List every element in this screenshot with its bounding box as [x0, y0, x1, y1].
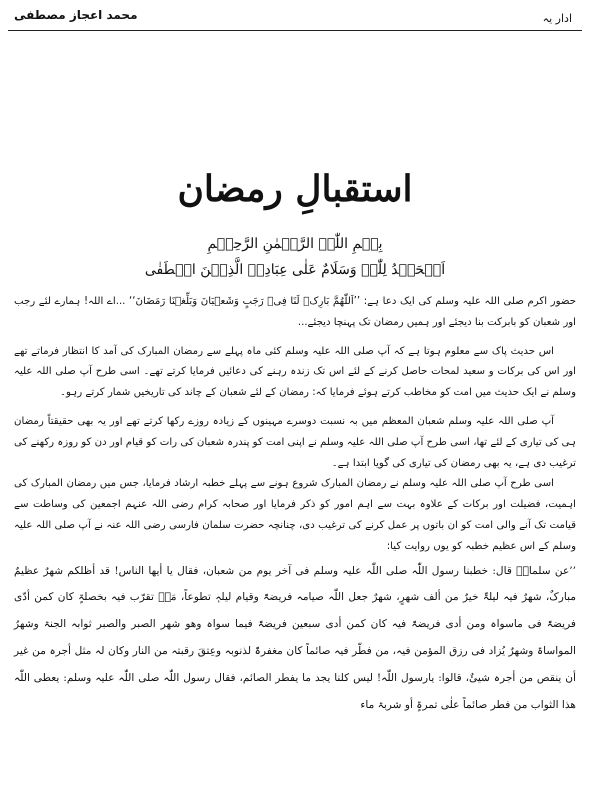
hadith-quote: ’’عن سلمانؓ قال: خطبنا رسول اللّٰہ صلی اللّٰہ علیہ وسلم فی آخر یوم من شعبان، فقال یا أیھا الناس! قد أظلکم شھرٌ عظیمٌ مبارکٌ، شھرٌ فیہ لیلۃٌ خیرٌ من ألف شھرٍ، شھرٌ جعل اللّٰہ صیامہ فریضۃً وقیام لیلہٖ تطوعاً، مَنۡ تقرّب فیہ بخصلۃٍ کان کمن أدّی فریضۃً فی ماسواہ ومن أدی فریضۃً فیہ کان کمن أدی سبعین فریضۃً فیما سواہ وھو شھر الصبر والصبر ثوابہ الجنۃ وشھرُ المواساۃ وشھرٌ یُزاد فی رزق المؤمن فیہ، من فطّر فیہ صائماً کان مغفرۃً لذنوبہ وعِتقَ رقبتہ من النار وکان لہ مثل أجرہ من غیر أن ینقص من أجرہ شیئٌ، قالوا: یارسول اللّٰہ! لیس کلنا یجد ما یفطر الصائم، فقال رسول اللّٰہ صلی اللّٰہ علیہ وسلم: یعطی اللّٰہ ھذا الثواب من فطر صائماً علٰی تمرۃٍ أو شربۃ ماء	[14, 564, 576, 711]
alhamd-line: اَلۡحَمۡدُ لِلّٰہِ وَسَلَامٌ عَلٰی عِبَادِہِ الَّذِیۡنَ اصۡطَفٰی	[144, 262, 446, 278]
bismillah-line: بِسۡمِ اللّٰہِ الرَّحۡمٰنِ الرَّحِیۡمِ	[207, 236, 383, 252]
article-title: استقبالِ رمضان	[177, 168, 413, 210]
author-name: محمد اعجاز مصطفی	[14, 8, 138, 22]
paragraph: اس حدیث پاک سے معلوم ہوتا ہے کہ آپ صلی اللہ علیہ وسلم کئی ماہ پہلے سے رمضان المبارک کی آمد کا انتظار فرماتے تھے اور اس کی برکات و سعید لمحات حاصل کرنے کے لئے اس تک زندہ رہنے کی دعائیں فرمایا کرتے تھے۔ اسی طرح آپ صلی اللہ علیہ وسلم نے ایک حدیث میں امت کو مخاطب کرتے ہوئے فرمایا کہ: رمضان کے لئے شعبان کے چاند کی تاریخیں شمار کرتے رہو۔	[14, 345, 576, 399]
paragraph: آپ صلی اللہ علیہ وسلم شعبان المعظم میں بہ نسبت دوسرے مہینوں کے زیادہ روزے رکھا کرتے تھے اور یہ بھی حقیقتاً رمضان ہی کی تیاری کے لئے تھا، اسی طرح آپ صلی اللہ علیہ وسلم نے اپنی امت کو پندرہ شعبان کی رات کو قیام اور دن کو روزہ رکھنے کی ترغیب دی ہے، یہ بھی رمضان کی تیاری کی گویا ابتدا ہے۔	[14, 415, 576, 469]
section-label: ادار یہ	[542, 12, 572, 25]
header-divider	[8, 30, 582, 31]
paragraph: حضور اکرم صلی اللہ علیہ وسلم کی ایک دعا ہے: ’’اَللّٰھُمَّ بَارِکۡ لَنَا فِیۡ رَجَبٍ وَشَعۡبَانَ وَبَلِّغۡنَا رَمَضَانَ‘‘ ...اے اللہ! ہمارے لئے رجب اور شعبان کو بابرکت بنا دیجئے اور ہمیں رمضان تک پہنچا دیجئے...	[14, 296, 576, 328]
paragraph: اسی طرح آپ صلی اللہ علیہ وسلم نے رمضان المبارک شروع ہونے سے پہلے خطبہ ارشاد فرمایا، جس میں رمضان المبارک کی اہمیت، فضیلت اور برکات کے علاوہ بہت سے اہم امور کو ذکر فرمایا اور صحابہ کرام رضی اللہ عنہم اجمعین کی وساطت سے قیامت تک آنے والی امت کو ان باتوں پر عمل کرنے کی ترغیب دی، چنانچہ حضرت سلمان فارسی رضی اللہ عنہ نے آپ صلی اللہ علیہ وسلم کے اس عظیم خطبہ کو یوں روایت کیا:	[14, 478, 576, 552]
article-body	[14, 292, 576, 718]
